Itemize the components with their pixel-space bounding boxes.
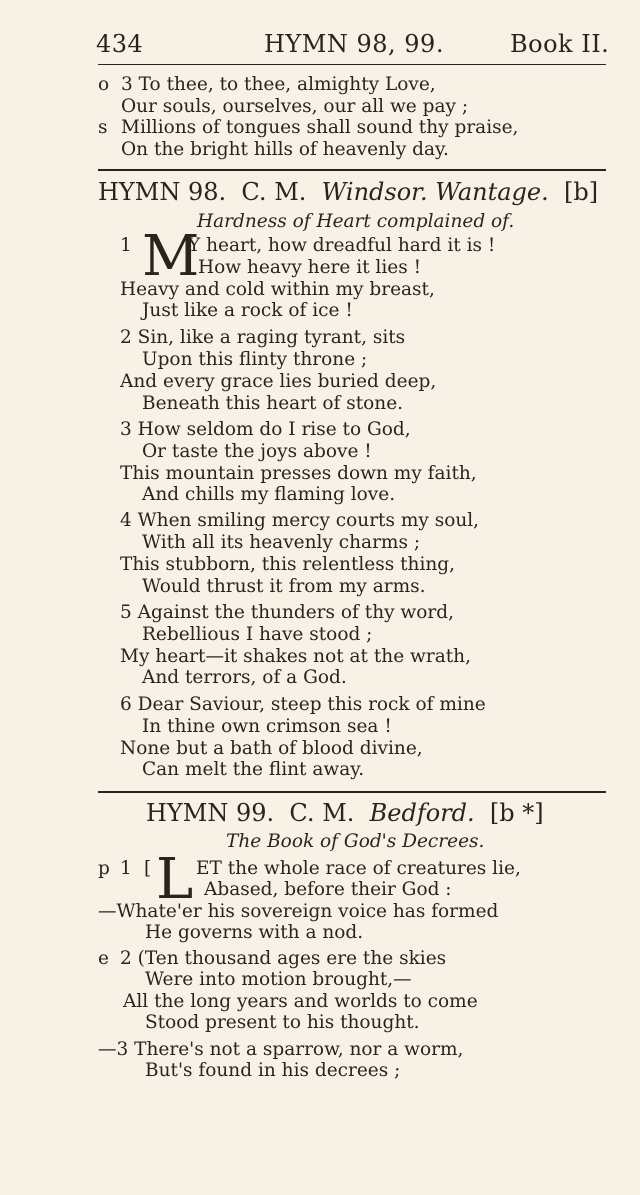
drop-cap: L [156, 847, 194, 912]
verse-line: This mountain presses down my faith, [120, 463, 477, 484]
verse-line: With all its heavenly charms ; [142, 532, 421, 553]
verse-line: —Whate'er his sovereign voice has formed [98, 901, 499, 922]
verse-line: Beneath this heart of stone. [142, 393, 404, 414]
verse-line: In thine own crimson sea ! [142, 716, 392, 737]
verse-line: Would thrust it from my arms. [142, 576, 426, 597]
hymn-meter: C. M. [289, 799, 355, 827]
hymn-key: [b] [564, 178, 599, 206]
running-title: HYMN 98, 99. [264, 30, 444, 58]
verse-line: Can melt the flint away. [142, 759, 365, 780]
verse-line: Heavy and cold within my breast, [120, 279, 435, 300]
header-rule [98, 64, 606, 65]
verse-line: This stubborn, this relentless thing, [120, 554, 456, 575]
section-divider [98, 791, 606, 793]
verse-line: And every grace lies buried deep, [120, 371, 437, 392]
verse-line: Y heart, how dreadful hard it is ! [188, 235, 496, 256]
verse-line: 3 How seldom do I rise to God, [120, 419, 411, 440]
verse-line: ET the whole race of creatures lie, [196, 858, 521, 879]
verse-line: 5 Against the thunders of thy word, [120, 602, 454, 623]
hymn-number: HYMN 98. [98, 178, 227, 206]
verse-line: He governs with a nod. [145, 922, 364, 943]
hymn-99-title [146, 801, 544, 825]
verse-line: Abased, before their God : [204, 879, 452, 900]
bracket: [ [144, 858, 152, 879]
verse-line: My heart—it shakes not at the wrath, [120, 646, 471, 667]
verse-number: 1 [120, 858, 132, 879]
hymn-99-subtitle: The Book of God's Decrees. [226, 831, 485, 852]
page-number: 434 [96, 30, 144, 58]
dynamic-mark-p: p [98, 858, 110, 879]
verse-line: All the long years and worlds to come [123, 991, 478, 1012]
verse-line: Stood present to his thought. [145, 1012, 420, 1033]
drop-cap: M [142, 224, 200, 289]
verse-line: Or taste the joys above ! [142, 441, 372, 462]
dynamic-mark-e: e [98, 948, 109, 969]
verse-line: —3 There's not a sparrow, nor a worm, [98, 1039, 464, 1060]
verse-line: 6 Dear Saviour, steep this rock of mine [120, 694, 486, 715]
verse-line: On the bright hills of heavenly day. [121, 139, 449, 160]
verse-line: 4 When smiling mercy courts my soul, [120, 510, 480, 531]
book-label: Book II. [510, 30, 610, 58]
hymn-tunes: Bedford. [369, 799, 475, 827]
verse-number: 1 [120, 235, 132, 256]
verse-line: And terrors, of a God. [142, 667, 347, 688]
dynamic-mark-o: o [98, 74, 110, 95]
verse-line: Just like a rock of ice ! [142, 300, 353, 321]
verse-line: But's found in his decrees ; [145, 1060, 401, 1081]
verse-line: 2 Sin, like a raging tyrant, sits [120, 327, 406, 348]
verse-line: None but a bath of blood divine, [120, 738, 423, 759]
verse-line: And chills my flaming love. [142, 484, 396, 505]
verse-line: How heavy here it lies ! [198, 257, 422, 278]
section-divider [98, 169, 606, 171]
hymn-98-title [98, 180, 598, 204]
hymn-tunes: Windsor. Wantage. [321, 178, 549, 206]
verse-line: Our souls, ourselves, our all we pay ; [121, 96, 469, 117]
hymn-key: [b *] [489, 799, 544, 827]
verse-line: 2 (Ten thousand ages ere the skies [120, 948, 447, 969]
verse-line: 3 To thee, to thee, almighty Love, [121, 74, 436, 95]
verse-line: Millions of tongues shall sound thy praise, [121, 117, 519, 138]
hymn-meter: C. M. [241, 178, 307, 206]
verse-line: Were into motion brought,— [145, 969, 412, 990]
dynamic-mark-s: s [98, 117, 108, 138]
verse-line: Rebellious I have stood ; [142, 624, 373, 645]
hymn-number: HYMN 99. [146, 799, 275, 827]
hymn-98-subtitle: Hardness of Heart complained of. [197, 211, 515, 232]
verse-line: Upon this flinty throne ; [142, 349, 368, 370]
